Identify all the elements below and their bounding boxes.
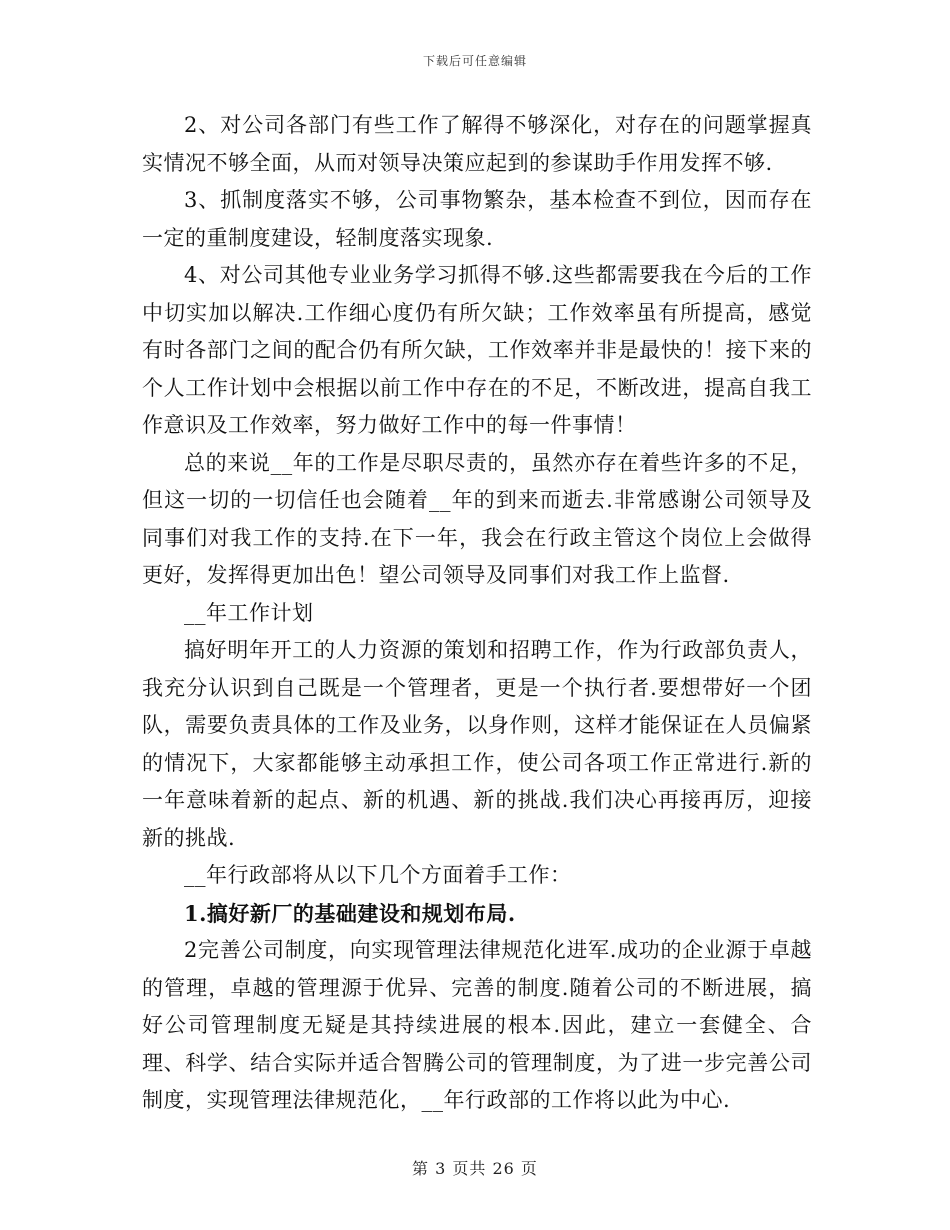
page-footer: 第 3 页共 26 页 xyxy=(412,1159,538,1178)
paragraph-item-2: 2、对公司各部门有些工作了解得不够深化，对存在的问题掌握真实情况不够全面，从而对领导决策应起到的参谋助手作用发挥不够. xyxy=(142,113,812,175)
paragraph-hr-plan: 搞好明年开工的人力资源的策划和招聘工作，作为行政部负责人，我充分认识到自己既是一个管理者，更是一个执行者.要想带好一个团队，需要负责具体的工作及业务，以身作则，这样才能保证在人员偏紧的情况下，大家都能够主动承担工作，使公司各项工作正常进行.新的一年意味着新的起点、新的机遇、新的挑战.我们决心再接再厉，迎接新的挑战. xyxy=(142,638,812,850)
paragraph-item-4: 4、对公司其他专业业务学习抓得不够.这些都需要我在今后的工作中切实加以解决.工作细心度仍有所欠缺；工作效率虽有所提高，感觉有时各部门之间的配合仍有所欠缺，工作效率并非是最快的！接下来的个人工作计划中会根据以前工作中存在的不足，不断改进，提高自我工作意识及工作效率，努力做好工作中的每一件事情！ xyxy=(142,263,812,437)
paragraph-item-3: 3、抓制度落实不够，公司事物繁杂，基本检查不到位，因而存在一定的重制度建设，轻制度落实现象. xyxy=(142,188,812,250)
section-heading-plan: __年工作计划 xyxy=(184,600,314,625)
paragraph-summary: 总的来说__年的工作是尽职尽责的，虽然亦存在着些许多的不足，但这一切的一切信任也会随着__年的到来而逝去.非常感谢公司领导及同事们对我工作的支持.在下一年，我会在行政主管这个岗位上会做得更好，发挥得更加出色！望公司领导及同事们对我工作上监督. xyxy=(142,450,812,587)
paragraph-task-2: 2完善公司制度，向实现管理法律规范化进军.成功的企业源于卓越的管理，卓越的管理源于优异、完善的制度.随着公司的不断进展，搞好公司管理制度无疑是其持续进展的根本.因此，建立一套健全、合理、科学、结合实际并适合智腾公司的管理制度，为了进一步完善公司制度，实现管理法律规范化，__年行政部的工作将以此为中心. xyxy=(142,938,812,1112)
paragraph-intro-tasks: __年行政部将从以下几个方面着手工作： xyxy=(184,863,572,887)
document-body xyxy=(142,107,812,1120)
task-heading-1: 1.搞好新厂的基础建设和规划布局. xyxy=(184,900,516,926)
page-header: 下载后可任意编辑 xyxy=(422,54,527,68)
